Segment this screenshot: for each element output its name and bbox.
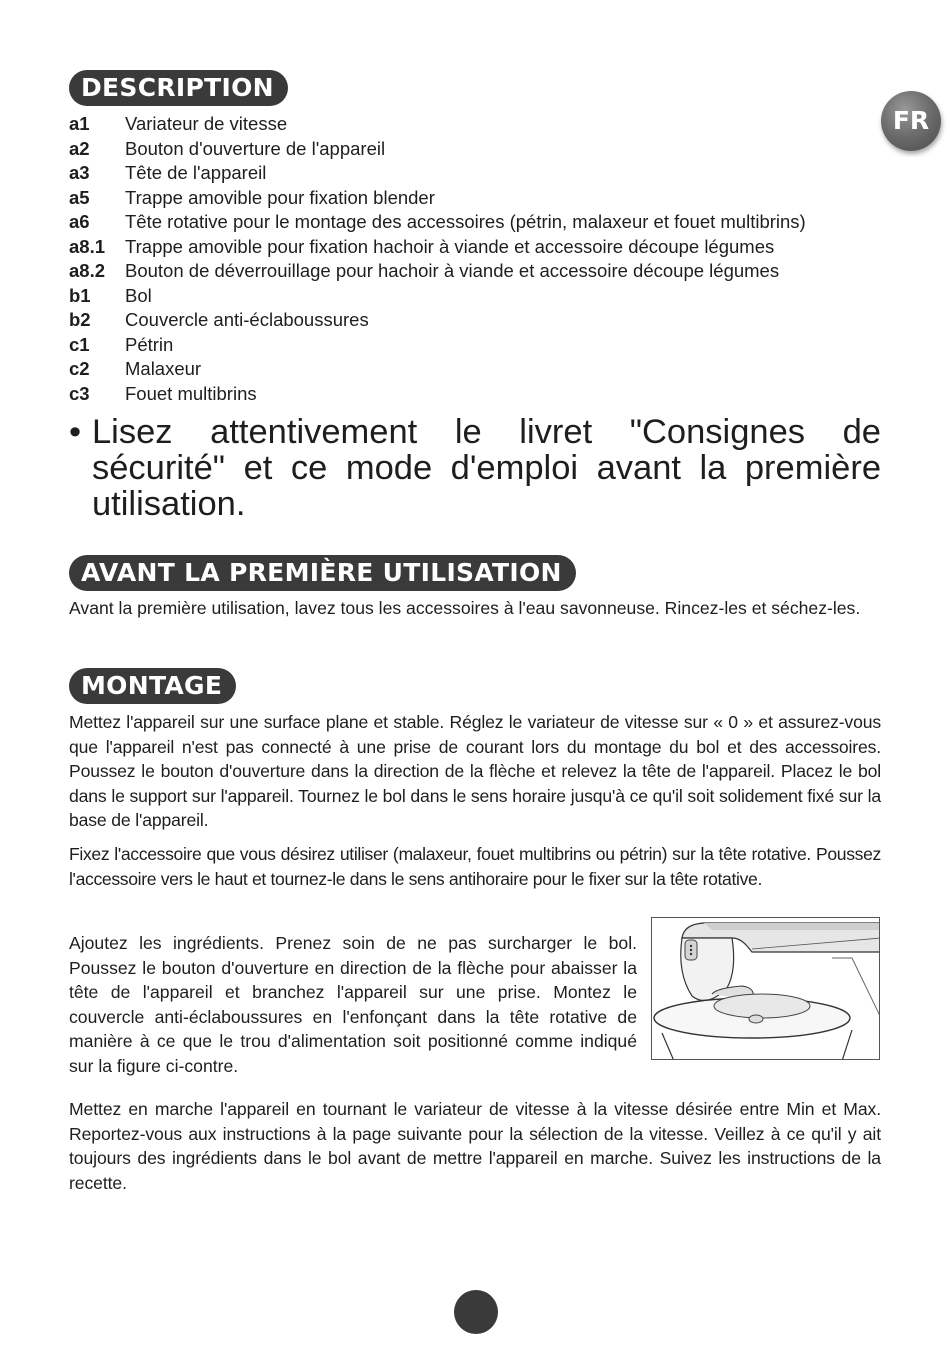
description-item-text: Tête rotative pour le montage des accessoires (pétrin, malaxeur et fouet multibrins) <box>125 211 806 232</box>
description-item <box>69 284 889 309</box>
section-title-description: DESCRIPTION <box>69 70 288 106</box>
description-item <box>69 235 889 260</box>
description-item-code: a8.2 <box>69 260 106 281</box>
description-item <box>69 382 889 407</box>
montage-paragraph-3: Ajoutez les ingrédients. Prenez soin de ne pas surcharger le bol. Poussez le bouton d'ouverture en direction de la flèche pour abaisser la tête de l'appareil et branchez l'appareil sur une prise. Montez le couvercle anti-éclaboussures en l'enfonçant dans la tête rotative de manière à ce que le trou d'alimentation soit positionné comme indiqué sur la figure ci-contre. <box>69 933 637 1076</box>
language-badge: FR <box>881 91 941 151</box>
description-item-code: a2 <box>69 137 90 159</box>
description-item-code: a6 <box>69 211 90 232</box>
description-item-text: Pétrin <box>125 333 174 355</box>
description-item <box>69 186 889 211</box>
description-item-code: b2 <box>69 309 91 330</box>
description-item-text: Fouet multibrins <box>125 382 257 404</box>
description-item <box>69 259 889 284</box>
description-item-text: Malaxeur <box>125 358 202 379</box>
description-item-text: Trappe amovible pour fixation blender <box>125 186 435 208</box>
safety-warning <box>69 414 881 522</box>
description-item-text: Tête de l'appareil <box>125 162 267 183</box>
mixer-splash-guard-figure <box>651 917 880 1060</box>
description-item-code: c3 <box>69 382 90 404</box>
description-item <box>69 357 889 382</box>
description-item <box>69 333 889 358</box>
description-item-text: Bouton d'ouverture de l'appareil <box>125 137 386 159</box>
section-title-avant: AVANT LA PREMIÈRE UTILISATION <box>69 555 576 591</box>
description-item <box>69 308 889 333</box>
description-item <box>69 112 889 137</box>
description-item <box>69 161 889 186</box>
description-item-code: b1 <box>69 284 91 306</box>
avant-paragraph: Avant la première utilisation, lavez tous les accessoires à l'eau savonneuse. Rincez-les et séchez-les. <box>69 598 861 618</box>
description-item <box>69 137 889 162</box>
description-item-text: Couvercle anti-éclaboussures <box>125 309 369 330</box>
description-item-text: Bouton de déverrouillage pour hachoir à viande et accessoire découpe légumes <box>125 260 780 281</box>
montage-paragraph-2: Fixez l'accessoire que vous désirez utiliser (malaxeur, fouet multibrins ou pétrin) sur la tête rotative. Poussez l'accessoire vers le haut et tournez-le dans le sens antihoraire pour le fixer sur la tête rotative. <box>69 844 881 889</box>
page-number-marker <box>454 1290 498 1334</box>
montage-paragraph-1: Mettez l'appareil sur une surface plane et stable. Réglez le variateur de vitesse sur « 0 » et assurez-vous que l'appareil n'est pas connecté à une prise de courant lors du montage du bol et des accessoires. Poussez le bouton d'ouverture dans la direction de la flèche et relevez la tête de l'appareil. Placez le bol dans le support sur l'appareil. Tournez le bol dans le sens horaire jusqu'à ce qu'il soit solidement fixé sur la base de l'appareil. <box>69 712 881 830</box>
warning-text: Lisez attentivement le livret "Consignes de sécurité" et ce mode d'emploi avant la première utilisation. <box>92 413 881 523</box>
warning-bullet: • <box>69 413 82 451</box>
description-item <box>69 210 889 235</box>
description-item-code: a8.1 <box>69 235 106 257</box>
description-item-code: a5 <box>69 186 90 208</box>
description-item-text: Bol <box>125 284 152 306</box>
description-item-code: a3 <box>69 162 90 183</box>
section-title-montage: MONTAGE <box>69 668 236 704</box>
description-item-text: Variateur de vitesse <box>125 113 288 134</box>
description-item-code: a1 <box>69 113 90 134</box>
description-item-code: c1 <box>69 333 90 355</box>
description-item-text: Trappe amovible pour fixation hachoir à viande et accessoire découpe légumes <box>125 235 775 257</box>
description-item-code: c2 <box>69 358 90 379</box>
montage-paragraph-4: Mettez en marche l'appareil en tournant le variateur de vitesse à la vitesse désirée entre Min et Max. Reportez-vous aux instructions à la page suivante pour la sélection de la vitesse. Veillez à ce qu'il y ait toujours des ingrédients dans le bol avant de mettre l'appareil en marche. Suivez les instructions de la recette. <box>69 1099 881 1193</box>
description-list <box>69 112 889 406</box>
